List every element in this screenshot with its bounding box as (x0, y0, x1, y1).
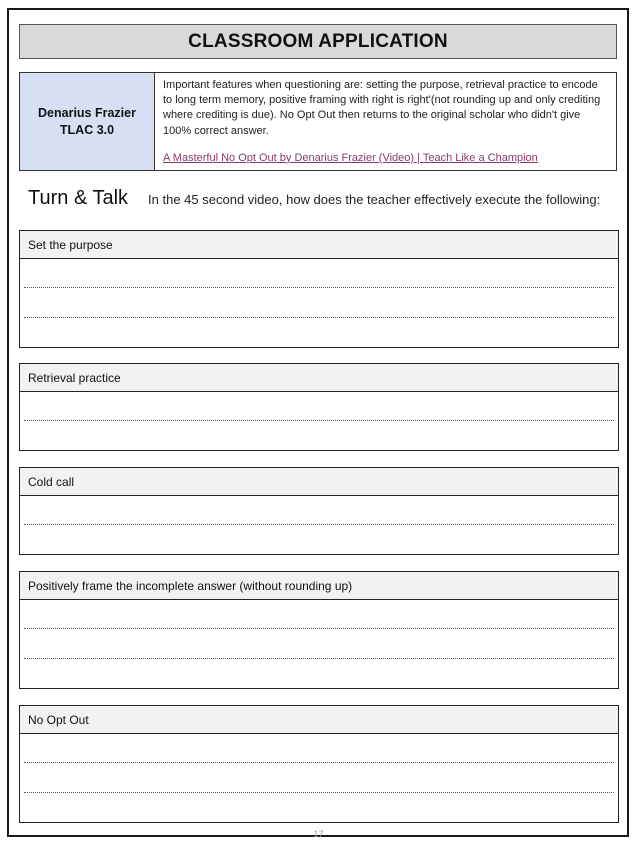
question-label: Set the purpose (20, 231, 618, 259)
question-label: Positively frame the incomplete answer (without rounding up) (20, 572, 618, 600)
answer-line (24, 658, 614, 659)
video-link[interactable]: A Masterful No Opt Out by Denarius Frazier (Video) | Teach Like a Champion (163, 151, 538, 164)
description-text: Important features when questioning are: setting the purpose, retrieval practice to encode to long term memory, positive framing with right is right'(not rounding up and only crediting where crediting is due). No Opt Out then returns to the original scholar who didn't give 100% correct answer. (163, 79, 601, 137)
answer-line (24, 287, 614, 288)
question-box-positive-frame (19, 571, 619, 689)
question-label: Retrieval practice (20, 364, 618, 392)
answer-area[interactable] (20, 392, 618, 450)
answer-line (24, 317, 614, 318)
answer-area[interactable] (20, 259, 618, 347)
turn-talk-prompt: In the 45 second video, how does the teacher effectively execute the following: (148, 192, 601, 207)
answer-area[interactable] (20, 734, 618, 822)
description-cell (155, 73, 616, 170)
turn-talk-title: Turn & Talk (28, 187, 129, 209)
answer-line (24, 762, 614, 763)
page-title (19, 24, 617, 59)
answer-area[interactable] (20, 600, 618, 688)
page-number: 17 (313, 829, 324, 839)
turn-talk-row (28, 187, 613, 210)
info-box (19, 72, 617, 171)
question-box-cold-call (19, 467, 619, 555)
author-name: Denarius Frazier (38, 105, 136, 120)
question-label: No Opt Out (20, 706, 618, 734)
answer-line (24, 524, 614, 525)
answer-line (24, 792, 614, 793)
question-box-no-opt-out (19, 705, 619, 823)
answer-area[interactable] (20, 496, 618, 554)
page-title-text: CLASSROOM APPLICATION (188, 30, 448, 52)
answer-line (24, 420, 614, 421)
author-cell (20, 73, 155, 170)
author-source: TLAC 3.0 (59, 122, 115, 137)
answer-line (24, 628, 614, 629)
question-box-retrieval-practice (19, 363, 619, 451)
question-box-set-purpose (19, 230, 619, 348)
question-label: Cold call (20, 468, 618, 496)
